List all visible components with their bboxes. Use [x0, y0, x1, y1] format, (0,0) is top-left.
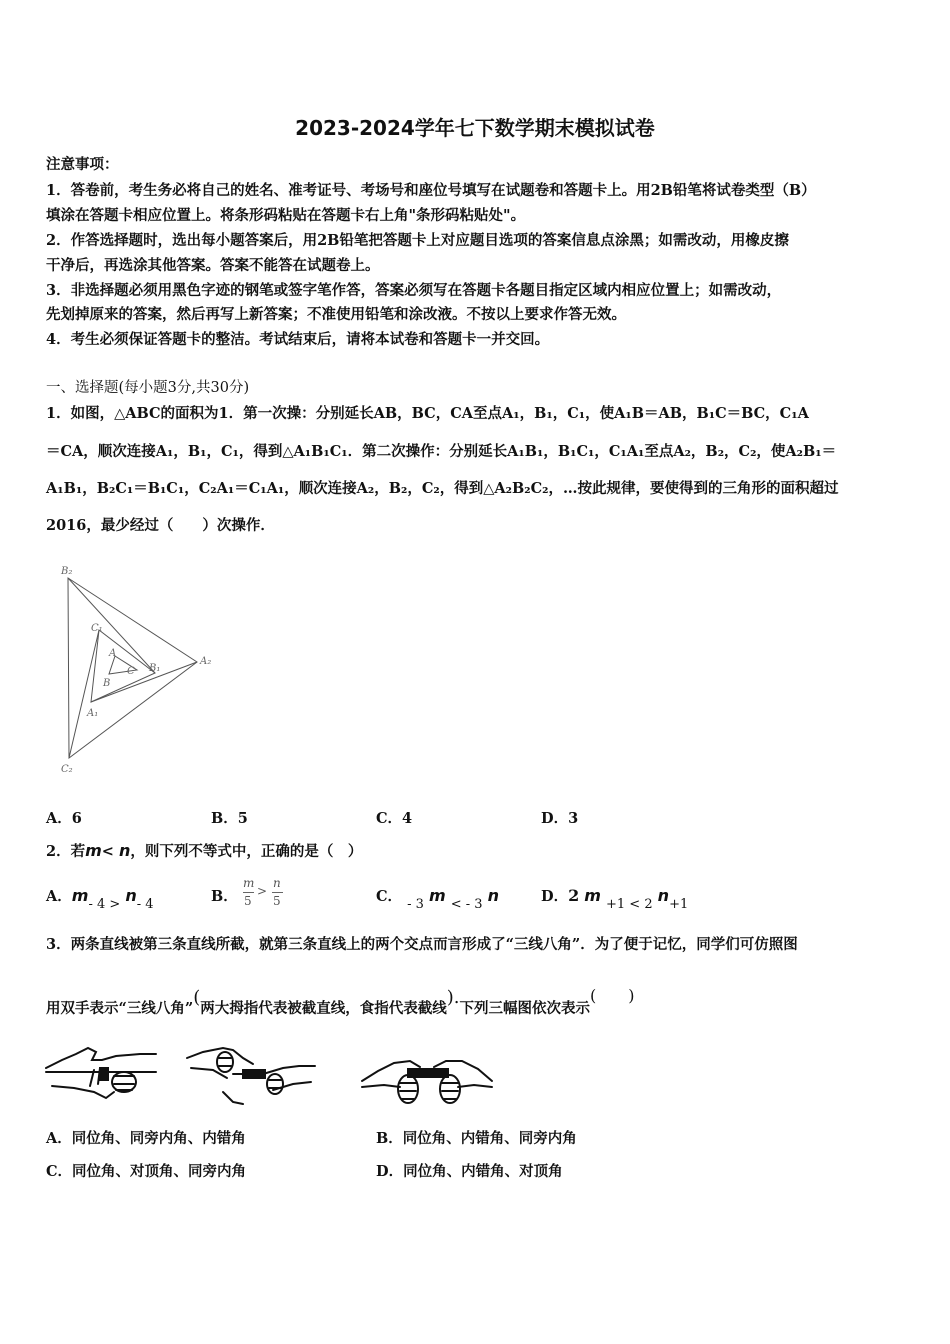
- q2-stem: 2．若m< n，则下列不等式中，正确的是（ ）: [46, 841, 363, 860]
- notice-heading: 注意事项：: [46, 156, 119, 173]
- hands-figure-2: [183, 1040, 318, 1110]
- q1-line: 1．如图，△ABC的面积为1．第一次操：分别延长AB，BC，CA至点A₁，B₁，C₁，使A₁B＝AB，B₁C＝BC，C₁A: [46, 405, 809, 422]
- q1-option-c[interactable]: C．4: [376, 810, 413, 827]
- q1-option-a[interactable]: A．6: [46, 810, 82, 827]
- q1-option-d[interactable]: D．3: [541, 810, 579, 827]
- hands-figure-3: [360, 1045, 495, 1113]
- section-heading: 一、选择题(每小题3分,共30分): [46, 380, 250, 396]
- notice-line: 干净后，再选涂其他答案。答案不能答在试题卷上。: [46, 257, 380, 274]
- q3-option-d[interactable]: D．同位角、内错角、对顶角: [376, 1163, 563, 1180]
- triangle-a1b1c1: [91, 630, 155, 702]
- label-b1: B₁: [149, 663, 161, 674]
- notice-line: 填涂在答题卡相应位置上。将条形码粘贴在答题卡右上角"条形码粘贴处"。: [46, 207, 526, 224]
- label-c1: C₁: [91, 623, 103, 634]
- label-a2: A₂: [200, 656, 212, 667]
- q3-option-c[interactable]: C．同位角、对顶角、同旁内角: [46, 1163, 247, 1180]
- hands-figure-1: [44, 1040, 159, 1105]
- q3-option-a[interactable]: A．同位角、同旁内角、内错角: [46, 1130, 246, 1147]
- q1-line: ＝CA，顺次连接A₁，B₁，C₁，得到△A₁B₁C₁．第二次操作：分别延长A₁B₁，B₁C₁，C₁A₁至点A₂，B₂，C₂，使A₂B₁＝: [46, 443, 837, 460]
- q3-line: 3．两条直线被第三条直线所截，就第三条直线上的两个交点而言形成了“三线八角”．为了便于记忆，同学们可仿照图: [46, 936, 798, 953]
- notice-line: 先划掉原来的答案，然后再写上新答案；不准使用铅笔和涂改液。不按以上要求作答无效。: [46, 306, 626, 323]
- q2-option-b[interactable]: B．: [211, 888, 238, 905]
- q3-option-b[interactable]: B．同位角、内错角、同旁内角: [376, 1130, 577, 1147]
- triangle-figure: [55, 560, 225, 780]
- label-c2: C₂: [61, 764, 73, 775]
- q2-option-a[interactable]: A．m- 4 > n- 4: [46, 886, 154, 912]
- q3-line: 用双手表示“三线八角”(两大拇指代表被截直线，食指代表截线).下列三幅图依次表示( ): [46, 986, 635, 1017]
- page-title: 2023-2024学年七下数学期末模拟试卷: [295, 116, 655, 140]
- label-b2: B₂: [61, 566, 73, 577]
- q2-option-c[interactable]: C． - 3 m < - 3 n: [376, 886, 499, 912]
- label-b: B: [103, 678, 111, 689]
- q2-option-d[interactable]: D．2 m +1 < 2 n+1: [541, 886, 689, 912]
- label-c: C: [127, 666, 135, 677]
- notice-line: 1．答卷前，考生务必将自己的姓名、准考证号、考场号和座位号填写在试题卷和答题卡上。用2B铅笔将试卷类型（B）: [46, 182, 816, 199]
- label-a: A: [109, 648, 117, 659]
- q1-line: 2016，最少经过（ ）次操作．: [46, 517, 275, 534]
- notice-line: 4．考生必须保证答题卡的整洁。考试结束后，请将本试卷和答题卡一并交回。: [46, 331, 550, 348]
- q1-option-b[interactable]: B．5: [211, 810, 248, 827]
- notice-line: 2．作答选择题时，选出每小题答案后，用2B铅笔把答题卡上对应题目选项的答案信息点涂黑；如需改动，用橡皮擦: [46, 232, 789, 249]
- q1-line: A₁B₁，B₂C₁＝B₁C₁，C₂A₁＝C₁A₁，顺次连接A₂，B₂，C₂，得到△A₂B₂C₂，…按此规律，要使得到的三角形的面积超过: [46, 480, 839, 497]
- notice-line: 3．非选择题必须用黑色字迹的钢笔或签字笔作答，答案必须写在答题卡各题目指定区域内相应位置上；如需改动，: [46, 282, 782, 299]
- label-a1: A₁: [87, 708, 99, 719]
